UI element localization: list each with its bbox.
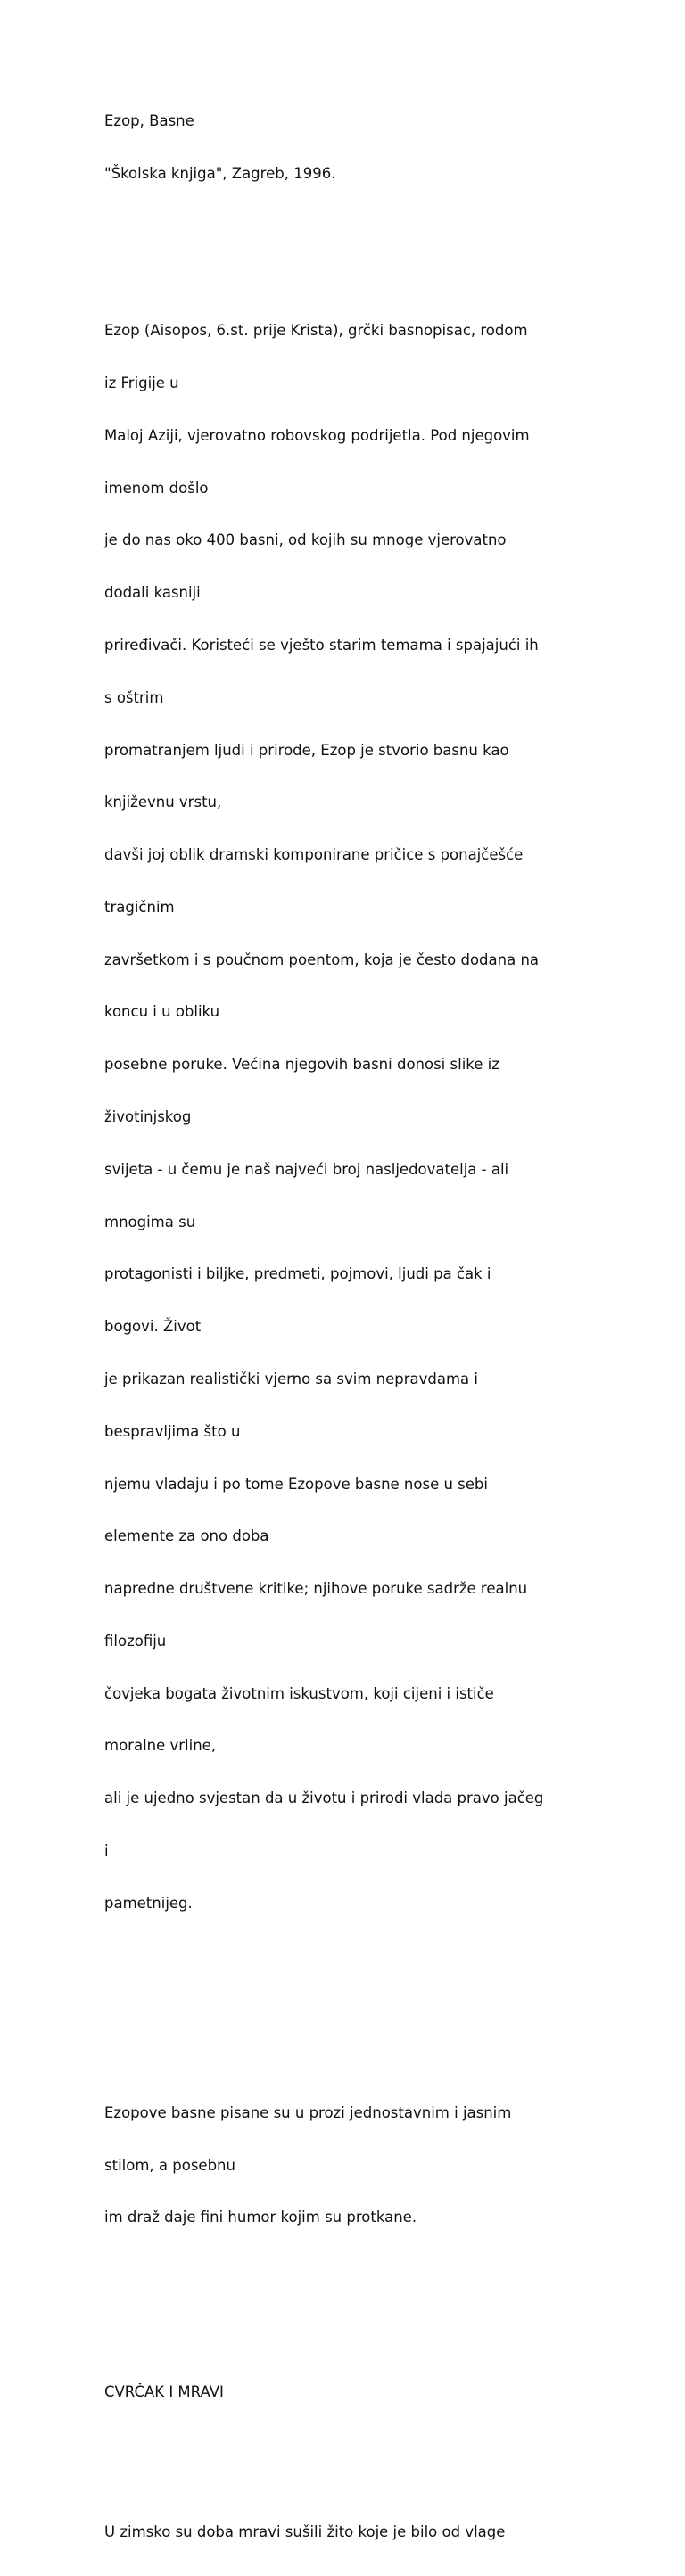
- paragraph-spacer: [104, 2454, 604, 2472]
- fable-title: CVRČAK I MRAVI: [104, 2383, 224, 2401]
- paragraph-line: moralne vrline,: [104, 1737, 217, 1755]
- publisher-info: "Školska knjiga", Zagreb, 1996.: [104, 164, 336, 182]
- paragraph-line: mnogima su: [104, 1213, 196, 1230]
- paragraph-line: i: [104, 1841, 109, 1859]
- paragraph-line: s oštrim: [104, 688, 164, 706]
- book-title: Ezop, Basne: [104, 112, 194, 130]
- paragraph-line: stilom, a posebnu: [104, 2156, 235, 2174]
- paragraph-line: posebne poruke. Većina njegovih basni donosi slike iz: [104, 1056, 499, 1074]
- paragraph-line: filozofiju: [104, 1632, 167, 1650]
- paragraph-line: protagonisti i biljke, predmeti, pojmovi, ljudi pa čak i: [104, 1265, 491, 1283]
- paragraph-spacer: [104, 218, 604, 235]
- paragraph-line: davši joj oblik dramski komponirane pričice s ponajčešće: [104, 846, 524, 864]
- paragraph-line: je prikazan realistički vjerno sa svim nepravdama i: [104, 1370, 478, 1387]
- paragraph-line: Ezopove basne pisane su u prozi jednostavnim i jasnim: [104, 2103, 512, 2121]
- paragraph-line: koncu i u obliku: [104, 1003, 220, 1021]
- paragraph-line: napredne društvene kritike; njihove poruke sadrže realnu: [104, 1580, 528, 1598]
- paragraph-line: im draž daje fini humor kojim su protkane.: [104, 2209, 417, 2226]
- paragraph-line: njemu vladaju i po tome Ezopove basne nose u sebi: [104, 1475, 488, 1493]
- style-paragraph: [104, 2070, 604, 2262]
- paragraph-line: čovjeka bogata životnim iskustvom, koji cijeni i ističe: [104, 1684, 494, 1702]
- paragraph-line: iz Frigije u: [104, 374, 179, 392]
- paragraph-line: završetkom i s poučnom poentom, koja je često dodana na: [104, 951, 540, 968]
- paragraph-line: bespravljima što u: [104, 1422, 241, 1440]
- paragraph-line: dodali kasniji: [104, 584, 201, 602]
- paragraph-line: je do nas oko 400 basni, od kojih su mnoge vjerovatno: [104, 531, 507, 549]
- paragraph-line: promatranjem ljudi i prirode, Ezop je stvorio basnu kao: [104, 741, 509, 759]
- paragraph-line: priređivači. Koristeći se vješto starim temama i spajajući ih: [104, 637, 539, 654]
- paragraph-line: imenom došlo: [104, 479, 209, 497]
- document-body: [104, 78, 604, 2576]
- paragraph-line: elemente za ono doba: [104, 1527, 269, 1545]
- paragraph-spacer: [104, 2314, 604, 2332]
- paragraph-line: svijeta - u čemu je naš najveći broj nasljedovatelja - ali: [104, 1160, 509, 1178]
- fable-first-line: U zimsko su doba mravi sušili žito koje je bilo od vlage: [104, 2523, 506, 2541]
- paragraph-spacer: [104, 1999, 604, 2017]
- paragraph-line: književnu vrstu,: [104, 794, 222, 811]
- paragraph-line: Ezop (Aisopos, 6.st. prije Krista), grčki basnopisac, rodom: [104, 322, 528, 340]
- paragraph-line: Maloj Aziji, vjerovatno robovskog podrijetla. Pod njegovim: [104, 426, 530, 444]
- paragraph-line: bogovi. Život: [104, 1318, 202, 1336]
- paragraph-line: životinjskog: [104, 1108, 192, 1126]
- paragraph-line: ali je ujedno svjestan da u životu i prirodi vlada pravo jačeg: [104, 1790, 544, 1807]
- paragraph-line: tragičnim: [104, 898, 175, 916]
- paragraph-line: pametnijeg.: [104, 1894, 193, 1912]
- intro-paragraph: [104, 287, 604, 1946]
